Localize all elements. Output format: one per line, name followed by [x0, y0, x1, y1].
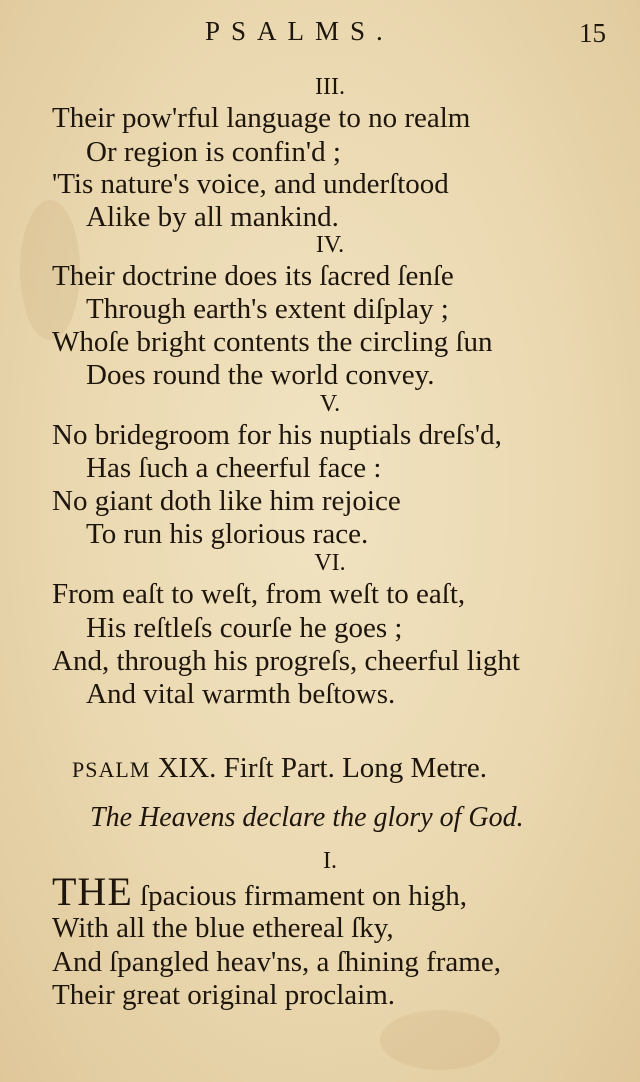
page-number: 15	[579, 18, 606, 48]
verse-line: And vital warmth beſtows.	[86, 678, 396, 710]
verse-line: 'Tis nature's voice, and underſtood	[52, 168, 449, 200]
verse-line: Has ſuch a cheerful face :	[86, 452, 382, 484]
stanza-number: V.	[319, 391, 341, 417]
stanza-number: VI.	[314, 550, 346, 576]
first-line-text: ſpacious firmament on high,	[140, 880, 468, 912]
verse-line: And, through his progreſs, cheerful light	[52, 645, 520, 677]
psalm-heading	[72, 752, 487, 785]
verse-line: Does round the world convey.	[86, 359, 435, 391]
verse-line: With all the blue ethereal ſky,	[52, 912, 394, 944]
stanza-number: IV.	[315, 232, 345, 258]
psalm-subtitle: The Heavens declare the glory of God.	[90, 802, 524, 833]
psalm-heading-rest: XIX. Firſt Part. Long Metre.	[157, 752, 488, 784]
paper-stain	[380, 1010, 500, 1070]
verse-line: To run his glorious race.	[86, 518, 369, 550]
verse-line: Whoſe bright contents the circling ſun	[52, 326, 493, 358]
verse-line	[52, 869, 468, 914]
stanza-number: III.	[315, 74, 345, 100]
verse-line: Through earth's extent diſplay ;	[86, 293, 449, 325]
verse-line: Alike by all mankind.	[86, 201, 339, 233]
verse-line: Their doctrine does its ſacred ſenſe	[52, 260, 454, 292]
verse-line: Or region is confin'd ;	[86, 136, 341, 168]
verse-line: No giant doth like him rejoice	[52, 485, 401, 517]
verse-line: His reſtleſs courſe he goes ;	[86, 612, 403, 644]
stanza-number: I.	[323, 848, 337, 874]
verse-line: From eaſt to weſt, from weſt to eaſt,	[52, 578, 466, 610]
verse-line: Their great original proclaim.	[52, 979, 396, 1011]
running-header: PSALMS.	[205, 16, 394, 46]
verse-line: No bridegroom for his nuptials dreſs'd,	[52, 419, 502, 451]
psalm-heading-word: PSALM	[72, 757, 151, 782]
verse-line: And ſpangled heav'ns, a ſhining frame,	[52, 946, 501, 978]
verse-line: Their pow'rful language to no realm	[52, 102, 471, 134]
drop-cap: THE	[52, 869, 133, 914]
